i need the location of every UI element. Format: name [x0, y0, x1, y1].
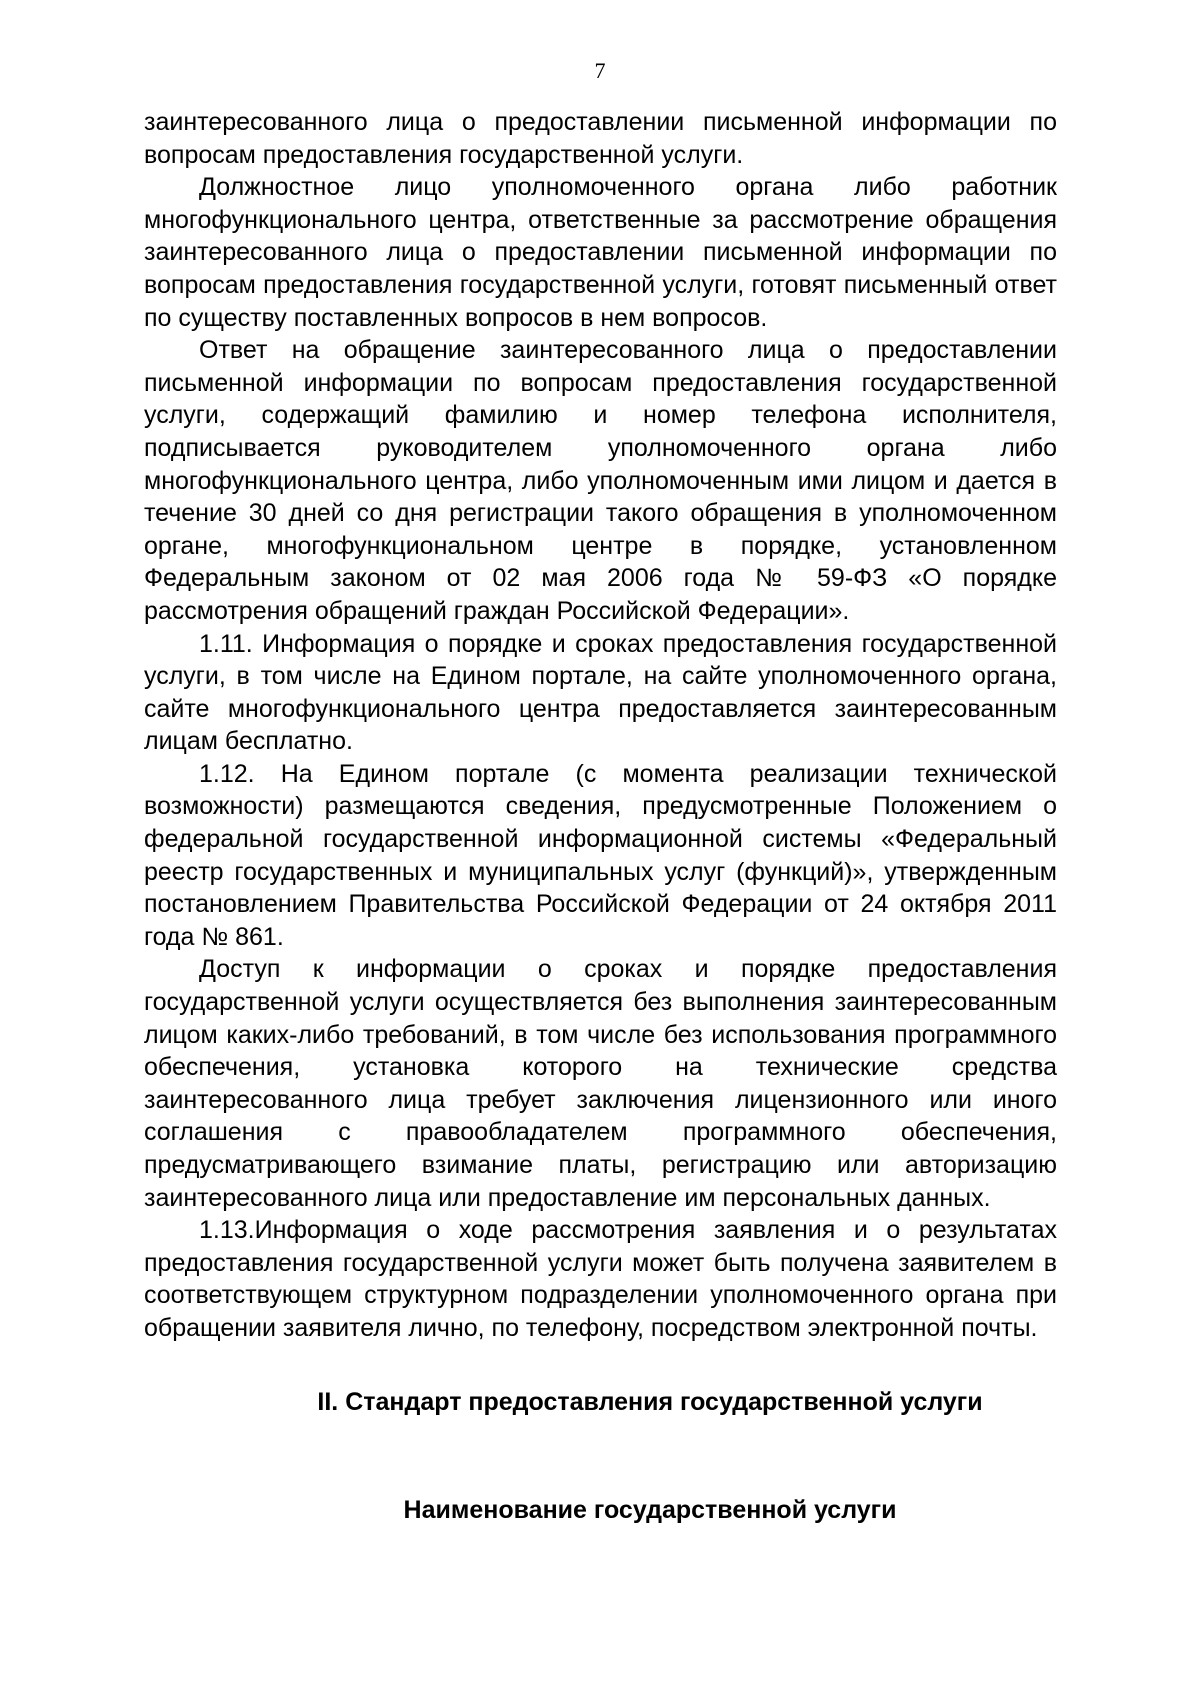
paragraph-1-13: 1.13.Информация о ходе рассмотрения заявления и о результатах предоставления государственной услуги может быть получена заявителем в соответствующем структурном подразделении уполномоченного органа при обращении заявителя лично, по телефону, посредством электронной почты. [144, 1216, 1057, 1342]
section-heading: II. Стандарт предоставления государственной услуги [317, 1388, 983, 1416]
page-number: 7 [594, 58, 606, 83]
subsection-heading: Наименование государственной услуги [403, 1496, 897, 1524]
paragraph-1-12: 1.12. На Едином портале (с момента реализации технической возможности) размещаются сведения, предусмотренные Положением о федеральной государственной информационной системы «Федеральный реестр государственных и муниципальных услуг (функций)», утвержденным постановлением Правительства Российской Федерации от 24 октября 2011 года № 861. [144, 759, 1057, 951]
paragraph-1-11: 1.11. Информация о порядке и сроках предоставления государственной услуги, в том числе на Едином портале, на сайте уполномоченного органа, сайте многофункционального центра предоставляется заинтересованным лицам бесплатно. [144, 629, 1057, 756]
body-text [144, 106, 1057, 1345]
paragraph-continuation: заинтересованного лица о предоставлении письменной информации по вопросам предоставления государственной услуги. [144, 108, 1057, 169]
paragraph-official-response: Должностное лицо уполномоченного органа либо работник многофункционального центра, ответственные за рассмотрение обращения заинтересованного лица о предоставлении письменной информации по вопросам предоставления государственной услуги, готовят письменный ответ по существу поставленных вопросов в нем вопросов. [144, 173, 1057, 332]
paragraph-answer-signing: Ответ на обращение заинтересованного лица о предоставлении письменной информации по вопросам предоставления государственной услуги, содержащий фамилию и номер телефона исполнителя, подписывается руководителем уполномоченного органа либо многофункционального центра, либо уполномоченным ими лицом и дается в течение 30 дней со дня регистрации такого обращения в уполномоченном органе, многофункциональном центре в порядке, установленном Федеральным законом от 02 мая 2006 года № 59-ФЗ «О порядке рассмотрения обращений граждан Российской Федерации». [144, 336, 1057, 625]
paragraph-access-info: Доступ к информации о сроках и порядке предоставления государственной услуги осуществляется без выполнения заинтересованным лицом каких-либо требований, в том числе без использования программного обеспечения, установка которого на технические средства заинтересованного лица требует заключения лицензионного или иного соглашения с правообладателем программного обеспечения, предусматривающего взимание платы, регистрацию или авторизацию заинтересованного лица или предоставление им персональных данных. [144, 955, 1057, 1212]
